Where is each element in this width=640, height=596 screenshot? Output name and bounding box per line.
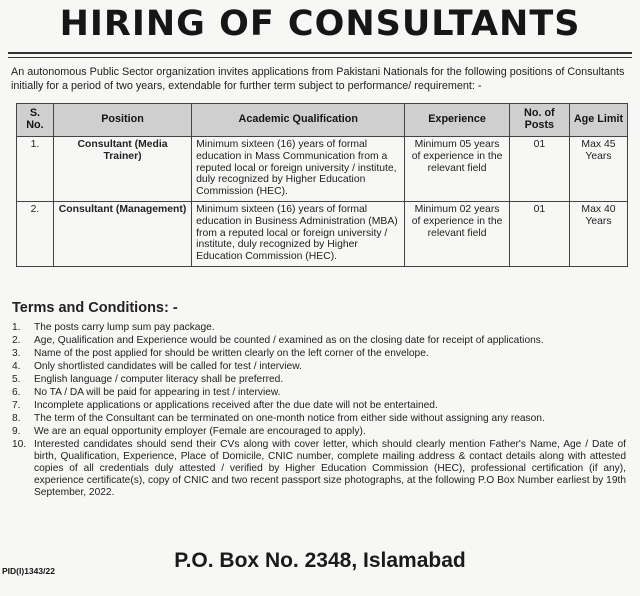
list-item xyxy=(12,361,626,373)
table-row xyxy=(17,201,628,266)
term-text: English language / computer literacy shall be preferred. xyxy=(34,374,284,385)
term-text: Only shortlisted candidates will be called for test / interview. xyxy=(34,361,302,372)
table-header-row xyxy=(17,104,628,137)
terms-list xyxy=(12,322,626,500)
cell-qualification: Minimum sixteen (16) years of formal education in Business Administration (MBA) from a reputed local or foreign university / institute, duly recognized by Higher Education Commission (HEC). xyxy=(192,201,405,266)
list-item xyxy=(12,413,626,425)
intro-paragraph: An autonomous Public Sector organization invites applications from Pakistani Nationals for the following positions of Consultants initially for a period of two years, extendable for further term subject to performance/ requirement: - xyxy=(11,66,625,92)
term-number: 7. xyxy=(12,400,21,411)
list-item xyxy=(12,439,626,499)
title-underline-thin xyxy=(8,57,632,58)
positions-table xyxy=(16,103,628,267)
list-item xyxy=(12,335,626,347)
term-number: 5. xyxy=(12,374,21,385)
terms-heading: Terms and Conditions: - xyxy=(12,300,178,316)
list-item xyxy=(12,322,626,334)
header-qualification: Academic Qualification xyxy=(192,104,405,137)
term-text: We are an equal opportunity employer (Female are encouraged to apply). xyxy=(34,426,366,437)
term-number: 9. xyxy=(12,426,21,437)
list-item xyxy=(12,387,626,399)
term-text: Name of the post applied for should be written clearly on the left corner of the envelope. xyxy=(34,348,429,359)
cell-position: Consultant (Media Trainer) xyxy=(53,137,191,202)
term-text: No TA / DA will be paid for appearing in test / interview. xyxy=(34,387,281,398)
term-text: The posts carry lump sum pay package. xyxy=(34,322,215,333)
term-number: 3. xyxy=(12,348,21,359)
term-number: 2. xyxy=(12,335,21,346)
term-text: The term of the Consultant can be terminated on one-month notice from either side without assigning any reason. xyxy=(34,413,545,424)
cell-experience: Minimum 05 years of experience in the relevant field xyxy=(405,137,509,202)
term-text: Age, Qualification and Experience would be counted / examined as on the closing date for receipt of applications. xyxy=(34,335,544,346)
list-item xyxy=(12,426,626,438)
header-sno: S. No. xyxy=(17,104,54,137)
title-underline xyxy=(8,52,632,54)
cell-experience: Minimum 02 years of experience in the relevant field xyxy=(405,201,509,266)
list-item xyxy=(12,374,626,386)
list-item xyxy=(12,348,626,360)
cell-qualification: Minimum sixteen (16) years of formal education in Mass Communication from a reputed local or foreign university / institute, duly recognized by Higher Education Commission (HEC). xyxy=(192,137,405,202)
term-number: 6. xyxy=(12,387,21,398)
table-row xyxy=(17,137,628,202)
cell-posts: 01 xyxy=(509,137,569,202)
term-text: Interested candidates should send their CVs along with cover letter, which should clearly mention Father's Name, Age / Date of birth, Qualification, Experience, Place of Domicile, CNIC number, complete mailing address & contact details along with attested copies of all credentials duly attested / verified by Higher Education Commission (HEC), professional certification (if any), experience certificate(s), copy of CNIC and two recent passport size photographs, at the following P.O Box Number earliest by 19th September, 2022. xyxy=(34,439,626,498)
term-number: 4. xyxy=(12,361,21,372)
page-title: HIRING OF CONSULTANTS xyxy=(59,4,581,44)
header-position: Position xyxy=(53,104,191,137)
term-number: 10. xyxy=(12,439,27,450)
term-number: 1. xyxy=(12,322,21,333)
cell-posts: 01 xyxy=(509,201,569,266)
cell-age: Max 45 Years xyxy=(569,137,627,202)
header-age: Age Limit xyxy=(569,104,627,137)
cell-position: Consultant (Management) xyxy=(53,201,191,266)
po-box-address: P.O. Box No. 2348, Islamabad xyxy=(174,549,466,572)
cell-sno: 1. xyxy=(17,137,54,202)
cell-sno: 2. xyxy=(17,201,54,266)
term-number: 8. xyxy=(12,413,21,424)
list-item xyxy=(12,400,626,412)
pid-number: PID(I)1343/22 xyxy=(2,566,55,576)
term-text: Incomplete applications or applications received after the due date will not be entertained. xyxy=(34,400,438,411)
header-posts: No. of Posts xyxy=(509,104,569,137)
cell-age: Max 40 Years xyxy=(569,201,627,266)
header-experience: Experience xyxy=(405,104,509,137)
